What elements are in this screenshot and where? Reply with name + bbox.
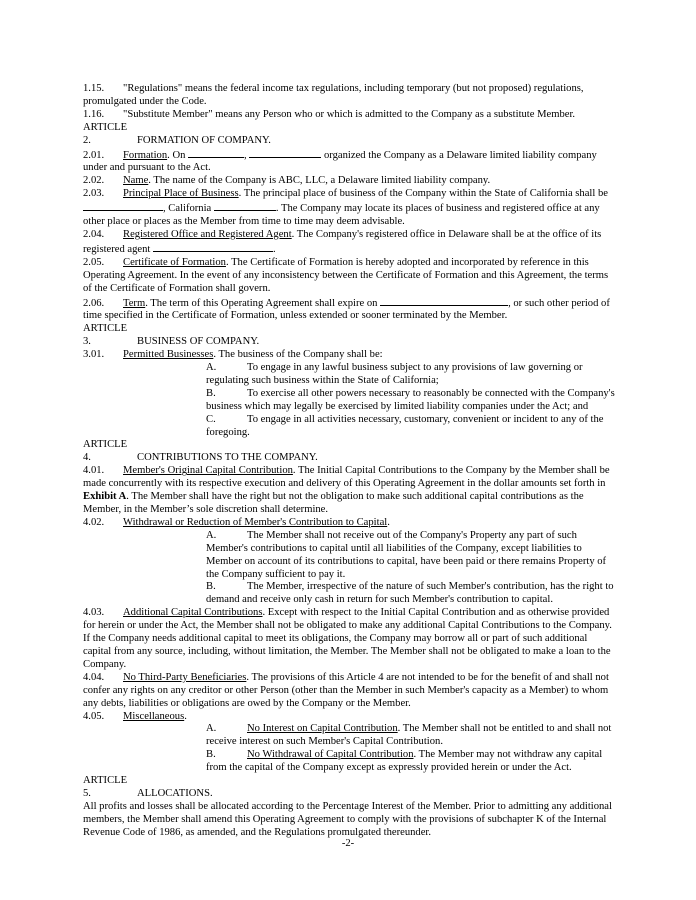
section-number: 2.05. [83,256,105,268]
section-title: Permitted Businesses [123,349,214,361]
zip-blank[interactable] [214,201,276,211]
section-text: , [244,149,250,161]
section-3-01 [83,349,616,362]
section-text: . [184,710,187,722]
subsection-3-01-c [206,414,616,440]
organizer-blank[interactable] [249,148,321,158]
subsection-title: No Withdrawal of Capital Contribution [247,749,414,761]
section-2-05 [83,257,616,296]
section-text: . The provisions of this Article 4 are not intended to be for the benefit of and shall not confer any rights on any creditor or other Person (other than the Member in such Member's capacity as a Member) to whom any debts, liabilities or obligations are owed by the Company or the Member. [83,671,609,709]
section-text: . [273,243,276,255]
section-number: 1.16. [83,108,105,120]
section-number: 1.15. [83,83,105,94]
section-title: Name [123,175,149,187]
date-blank[interactable] [188,148,244,158]
article-4-heading [83,439,616,465]
section-text: . The business of the Company shall be: [213,349,383,361]
subsection-letter: A. [206,723,217,735]
exhibit-reference: Exhibit A [83,491,127,503]
section-title: Miscellaneous [123,710,185,722]
section-text: . [387,516,390,528]
section-2-02 [83,175,616,188]
subsection-text: . The Member may not withdraw any capital from the capital of the Company except as expressly provided herein or under the Act. [206,749,603,774]
section-number: 4.01. [83,465,105,477]
article-number: ARTICLE 5. [83,775,128,799]
section-text: organized the Company as a Delaware limited liability company under and pursuant to the Act. [83,149,597,174]
subsection-3-01-a [206,362,616,388]
subsection-4-02-b [206,581,616,607]
section-text: . The term of this Operating Agreement shall expire on [145,297,381,309]
section-text: . The name of the Company is ABC, LLC, a Delaware limited liability company. [148,175,491,187]
article-5-heading [83,775,616,801]
subsection-4-05-a [206,723,616,749]
section-2-04 [83,229,616,257]
section-number: 2.06. [83,297,105,309]
article-title: CONTRIBUTIONS TO THE COMPANY. [137,452,318,464]
section-2-01 [83,148,616,176]
section-4-01 [83,465,616,517]
subsection-4-05-b [206,749,616,775]
subsection-letter: B. [206,749,216,761]
subsection-letter: A. [206,362,217,374]
business-address-blank[interactable] [83,201,163,211]
section-text: . Except with respect to the Initial Capital Contribution and as otherwise provided for herein or under the Act, the Member shall not be obligated to make any additional Capital Contributions to the Company. If the Company needs additional capital to meet its obligations, the Company may borrow all or part of such additional capital from any source, including, without limitation, the Member. The Member shall not be obligated to make a loan to the Company. [83,607,612,670]
page-number: -2- [341,838,355,849]
subsection-text: To engage in all activities necessary, customary, convenient or incident to any of the foregoing. [206,413,604,438]
article-title: BUSINESS OF COMPANY. [137,336,260,348]
section-1-15 [83,83,616,109]
section-text: . The Member shall have the right but not the obligation to make such additional capital contributions as the Member, in the Member’s sole discretion shall determine. [83,491,584,515]
section-number: 2.02. [83,175,105,187]
registered-agent-blank[interactable] [153,242,273,252]
subsection-text: The Member, irrespective of the nature of such Member's contribution, has the right to demand and receive only cash in return for such Member's contribution to capital. [206,581,614,606]
document-body [83,83,616,840]
article-number: ARTICLE 3. [83,323,128,348]
section-1-16 [83,109,616,122]
subsection-text: . The Member shall not be entitled to and shall not receive interest on such Member's Capital Contribution. [206,723,612,748]
section-text: . The Company's registered office in Delaware shall be at the office of its registered agent [83,228,602,255]
section-text: "Substitute Member" means any Person who or which is admitted to the Company as a substitute Member. [123,108,576,120]
section-text: , or such other period of time specified in the Certificate of Formation, unless extended or sooner terminated by the Member. [83,297,610,322]
section-text: . The Initial Capital Contributions to the Company by the Member shall be made concurrently with its respective execution and delivery of this Operating Agreement in the dollar amounts set forth in [83,465,610,490]
section-4-05 [83,711,616,724]
section-number: 2.04. [83,228,105,240]
subsection-letter: C. [206,413,216,425]
section-title: Registered Office and Registered Agent [123,228,292,240]
article-number: ARTICLE 4. [83,439,128,464]
article-title: FORMATION OF COMPANY. [137,134,271,146]
section-title: Formation [123,149,168,161]
article-2-heading [83,122,616,148]
article-number: ARTICLE 2. [83,121,128,146]
section-2-03 [83,188,616,229]
expiration-date-blank[interactable] [380,296,508,306]
section-title: Certificate of Formation [123,256,226,268]
article-3-heading [83,323,616,349]
section-title: Term [123,297,146,309]
section-2-06 [83,296,616,324]
section-text: "Regulations" means the federal income tax regulations, including temporary (but not proposed) regulations, promulgated under the Code. [83,83,584,107]
section-title: No Third-Party Beneficiaries [123,671,247,683]
section-text: . The principal place of business of the Company within the State of California shall be [238,188,608,200]
subsection-text: The Member shall not receive out of the Company's Property any part of such Member's contributions to capital until all liabilities of the Company, except liabilities to Member on account of its contributions to capital, have been paid or there remains Property of the Company sufficient to pay it. [206,529,607,580]
subsection-title: No Interest on Capital Contribution [247,723,398,735]
subsection-text: To engage in any lawful business subject to any provisions of law governing or regulating such business within the State of California; [206,362,583,386]
section-title: Member's Original Capital Contribution [123,465,293,477]
section-4-04 [83,672,616,711]
section-text: , California [163,203,214,215]
section-text: . On [167,149,189,161]
section-title: Withdrawal or Reduction of Member's Contribution to Capital [123,516,388,528]
section-text: . The Company may locate its places of business and registered office at any other place or places as the Member from time to time may deem advisable. [83,203,600,228]
section-4-02 [83,517,616,530]
section-number: 4.05. [83,710,105,722]
subsection-letter: A. [206,529,217,541]
section-number: 4.02. [83,516,105,528]
article-title: ALLOCATIONS. [137,787,213,799]
section-number: 2.01. [83,149,105,161]
section-number: 4.04. [83,671,105,683]
section-title: Additional Capital Contributions [123,607,263,619]
subsection-4-02-a [206,530,616,582]
subsection-letter: B. [206,581,216,593]
section-title: Principal Place of Business [123,188,239,200]
subsection-3-01-b [206,388,616,414]
section-number: 3.01. [83,349,105,361]
article-5-text: All profits and losses shall be allocated according to the Percentage Interest of the Member. Prior to admitting any additional members, the Member shall amend this Operating Agreement to comply with the provisions of subchapter K of the Internal Revenue Code of 1986, as amended, and the Regulations promulgated thereunder. [83,800,612,838]
subsection-text: To exercise all other powers necessary to reasonably be connected with the Company's business which may legally be exercised by limited liability companies under the Act; and [206,387,615,412]
subsection-letter: B. [206,387,216,399]
section-4-03 [83,607,616,672]
section-number: 4.03. [83,607,105,619]
section-number: 2.03. [83,188,105,200]
section-text: . The Certificate of Formation is hereby adopted and incorporated by reference in this Operating Agreement. In the event of any inconsistency between the Certificate of Formation and this Agreement, the terms of the Certificate of Formation shall govern. [83,256,609,294]
